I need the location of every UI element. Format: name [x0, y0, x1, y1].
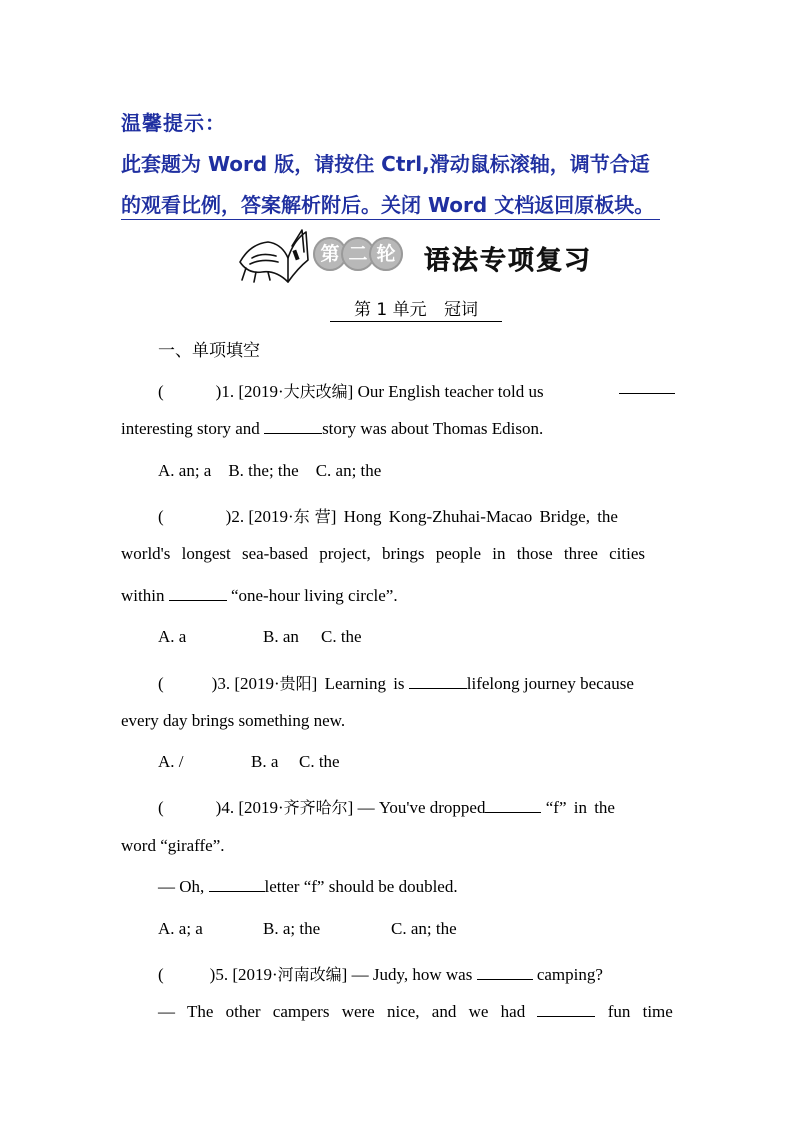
badge-er: 二	[341, 237, 375, 271]
q4-blank-1[interactable]	[485, 798, 541, 813]
q1-text-a: Our English teacher told us	[357, 382, 544, 401]
q1-number: )1. [2019·	[215, 382, 284, 401]
q1-options	[158, 461, 675, 481]
q5-text-d: fun time	[607, 1002, 673, 1021]
q2-options	[158, 627, 675, 647]
q4-text-a: ] — You've dropped	[347, 798, 486, 817]
q5-text-c: — The other campers were nice, and we had	[158, 1002, 526, 1021]
q1-source: 大庆改编	[283, 382, 348, 401]
q1-option-c: C. an; the	[315, 461, 382, 480]
q2-option-a: A. a	[158, 627, 187, 646]
q1-option-a: A. an; a	[158, 461, 212, 480]
answer-paren: (	[158, 507, 164, 526]
question-5-line-2	[158, 1002, 675, 1022]
question-3-line-2: every day brings something new.	[121, 711, 346, 730]
q3-text-b: lifelong journey because	[466, 674, 634, 693]
question-2-line-3	[121, 586, 675, 606]
q2-source: 东 营	[293, 507, 331, 526]
question-1-line-1	[158, 379, 675, 402]
badge-di: 第	[313, 237, 347, 271]
q2-option-b: B. an	[263, 627, 299, 646]
q4-option-c: C. an; the	[391, 919, 457, 938]
tip-line-2: 的观看比例，答案解析附后。关闭 Word 文档返回原板块。	[121, 189, 660, 220]
badge-lun: 轮	[369, 237, 403, 271]
answer-paren: (	[158, 674, 164, 693]
q5-source: 河南改编	[277, 965, 342, 984]
q3-option-b: B. a	[251, 752, 279, 771]
q4-text-e: letter “f” should be doubled.	[264, 877, 458, 896]
q3-number: )3. [2019·	[211, 674, 280, 693]
q3-text-a: ] Learning is	[311, 674, 405, 693]
question-4-line-1	[158, 795, 675, 818]
q5-number: )5. [2019·	[209, 965, 278, 984]
q2-text-a: ] Hong Kong-Zhuhai-Macao Bridge, the	[330, 507, 618, 526]
question-5-line-1	[158, 962, 675, 985]
q1-blank-1[interactable]	[619, 379, 675, 394]
q1-option-b: B. the; the	[228, 461, 299, 480]
q2-blank[interactable]	[169, 586, 227, 601]
question-4-line-2: word “giraffe”.	[121, 836, 225, 855]
q5-blank-2[interactable]	[537, 1002, 595, 1017]
q3-options	[158, 752, 675, 772]
question-2-line-1	[158, 504, 675, 527]
q3-option-a: A. /	[158, 752, 184, 771]
answer-paren: (	[158, 798, 164, 817]
unit-topic: 冠词	[444, 300, 479, 320]
q4-options	[158, 919, 675, 939]
q2-number: )2. [2019·	[225, 507, 294, 526]
q1-blank-2[interactable]	[264, 419, 322, 434]
q3-source: 贵阳	[279, 674, 312, 693]
q3-blank[interactable]	[409, 674, 467, 689]
tip-line-1: 此套题为 Word 版，请按住 Ctrl,滑动鼠标滚轴，调节合适	[121, 152, 650, 176]
q4-text-d: — Oh,	[158, 877, 205, 896]
question-4-line-3	[158, 877, 675, 897]
q4-option-a: A. a; a	[158, 919, 203, 938]
q5-text-a: ] — Judy, how was	[341, 965, 473, 984]
q3-option-c: C. the	[299, 752, 340, 771]
tip-title: 温馨提示：	[121, 111, 226, 135]
question-3-line-1	[158, 671, 675, 694]
q1-text-b: interesting story and	[121, 419, 260, 438]
answer-paren: (	[158, 965, 164, 984]
q5-text-b: camping?	[536, 965, 603, 984]
q1-text-c: story was about Thomas Edison.	[322, 419, 544, 438]
q2-option-c: C. the	[321, 627, 362, 646]
section-heading: 一、单项填空	[158, 341, 260, 361]
unit-title	[330, 295, 502, 322]
question-1-line-2	[121, 419, 675, 439]
q4-source: 齐齐哈尔	[283, 798, 348, 817]
unit-number: 第 1 单元	[353, 300, 427, 320]
q2-text-c: within	[121, 586, 165, 605]
answer-paren: (	[158, 382, 164, 401]
q4-blank-2[interactable]	[209, 877, 265, 892]
question-2-line-2: world's longest sea-based project, brings people in those three cities	[121, 544, 645, 563]
q4-number: )4. [2019·	[215, 798, 284, 817]
q2-text-d: “one-hour living circle”.	[230, 586, 398, 605]
q5-blank-1[interactable]	[477, 965, 533, 980]
banner-title: 语法专项复习	[424, 246, 593, 276]
q4-text-b: “f” in the	[545, 798, 615, 817]
q1-close: ]	[347, 382, 354, 401]
q4-option-b: B. a; the	[263, 919, 321, 938]
